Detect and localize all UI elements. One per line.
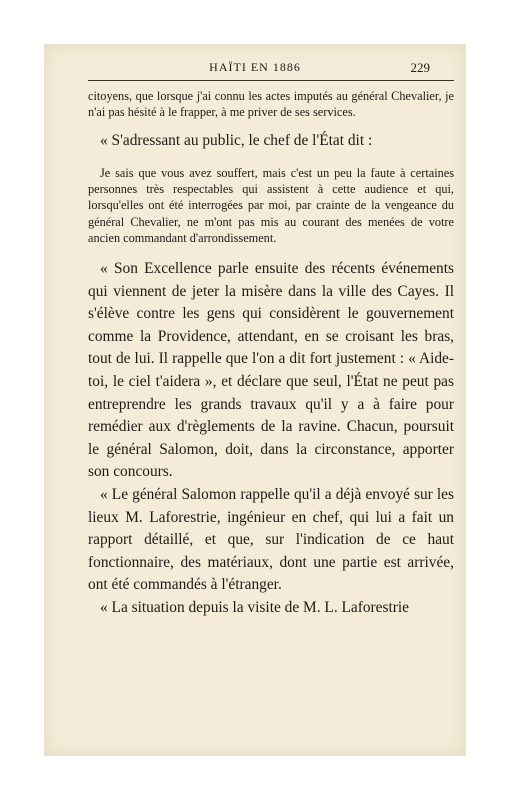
paragraph-excellence: « Son Excellence parle ensuite des récents événements qui viennent de jeter la misère dans la ville des Cayes. Il s'élève contre les gens qui considèrent le gouvernement comme la Providence, attendant, en se croisant les bras, tout de lui. Il rappelle que l'on a dit fort justement : « Aide-toi, le ciel t'aidera », et déclare que seul, l'État ne peut pas entreprendre les grands travaux qu'il y a à faire pour remédier aux d'règlements de la ravine. Chacun, poursuit le général Salomon, doit, dans la circonstance, apporter son concours. bbox=[88, 260, 454, 481]
running-title: HAÏTI EN 1886 bbox=[209, 60, 301, 74]
page-body bbox=[88, 88, 454, 620]
paragraph-quote-continuation: citoyens, que lorsque j'ai connu les actes imputés au général Chevalier, je n'ai pas hésité à le frapper, à me priver de ses services. bbox=[88, 89, 454, 120]
page-number: 229 bbox=[410, 60, 430, 75]
paragraph-quoted-speech: Je sais que vous avez souffert, mais c'est un peu la faute à certaines personnes très respectables qui assistent à cette audience et qui, lorsqu'elles ont été interrogées par moi, par crainte de la vengeance du général Chevalier, ne m'ont pas mis au courant des menées de votre ancien commandant d'arrondissement. bbox=[88, 166, 454, 245]
header-rule bbox=[88, 80, 454, 81]
paragraph-salomon: « Le général Salomon rappelle qu'il a déjà envoyé sur les lieux M. Laforestrie, ingénieur en chef, qui lui a fait un rapport détaillé, et que, sur l'indication de ce haut fonctionnaire, des matériaux, dont une partie est arrivée, ont été commandés à l'étranger. bbox=[88, 485, 454, 594]
paragraph-address-intro: « S'adressant au public, le chef de l'État dit : bbox=[100, 132, 373, 150]
running-head bbox=[44, 60, 466, 78]
book-page bbox=[44, 44, 466, 756]
paragraph-situation: « La situation depuis la visite de M. L. Laforestrie bbox=[100, 598, 410, 616]
